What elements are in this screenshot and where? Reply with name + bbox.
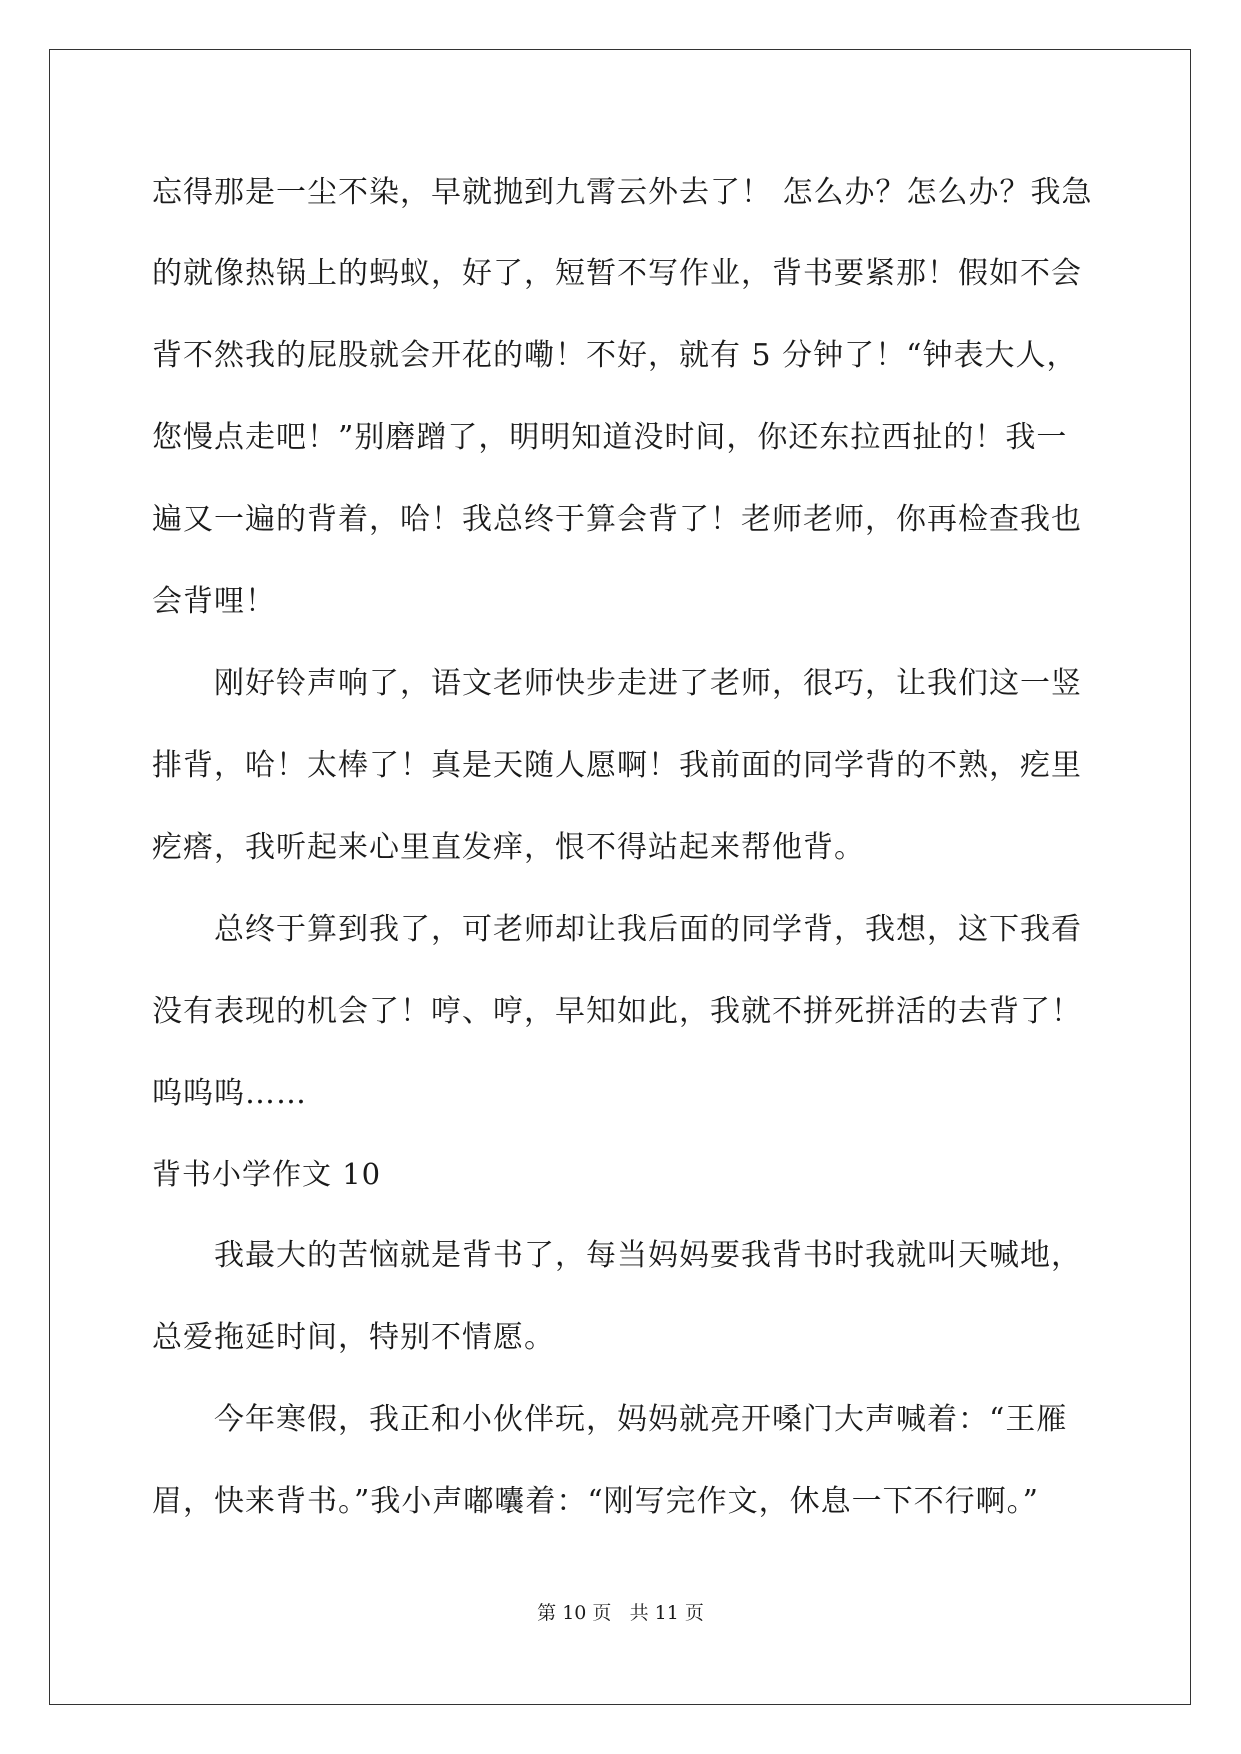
- text-line: 遍又一遍的背着，哈！我总终于算会背了！老师老师，你再检查我也: [152, 502, 1082, 537]
- text-line: 会背哩！: [152, 584, 276, 619]
- text-line: 忘得那是一尘不染，早就抛到九霄云外去了！ 怎么办？怎么办？我急: [152, 175, 1093, 210]
- page-footer: [0, 1601, 1241, 1625]
- text-line: 我最大的苦恼就是背书了，每当妈妈要我背书时我就叫天喊地，: [214, 1238, 1082, 1273]
- section-heading: 背书小学作文 10: [152, 1157, 382, 1191]
- text-line: 眉，快来背书。”我小声嘟囔着：“刚写完作文，休息一下不行啊。”: [152, 1484, 1040, 1519]
- text-line: 总终于算到我了，可老师却让我后面的同学背，我想，这下我看: [214, 912, 1082, 947]
- text-line: 呜呜呜……: [152, 1076, 307, 1111]
- text-line: 背不然我的屁股就会开花的嘞！不好，就有 5 分钟了！“钟表大人，: [152, 338, 1078, 373]
- text-line: 没有表现的机会了！哼、哼，早知如此，我就不拼死拼活的去背了！: [152, 994, 1082, 1029]
- page-total: 共 11 页: [629, 1602, 704, 1624]
- page-number: 第 10 页: [537, 1602, 612, 1624]
- text-line: 排背，哈！太棒了！真是天随人愿啊！我前面的同学背的不熟，疙里: [152, 748, 1082, 783]
- text-line: 刚好铃声响了，语文老师快步走进了老师，很巧，让我们这一竖: [214, 666, 1082, 701]
- text-line: 的就像热锅上的蚂蚁，好了，短暂不写作业，背书要紧那！假如不会: [152, 256, 1082, 291]
- text-line: 总爱拖延时间，特别不情愿。: [152, 1320, 555, 1355]
- text-line: 今年寒假，我正和小伙伴玩，妈妈就亮开嗓门大声喊着：“王雁: [214, 1402, 1068, 1437]
- page-border: [49, 49, 1191, 1705]
- text-line: 疙瘩，我听起来心里直发痒，恨不得站起来帮他背。: [152, 830, 865, 865]
- text-line: 您慢点走吧！”别磨蹭了，明明知道没时间，你还东拉西扯的！我一: [152, 420, 1068, 455]
